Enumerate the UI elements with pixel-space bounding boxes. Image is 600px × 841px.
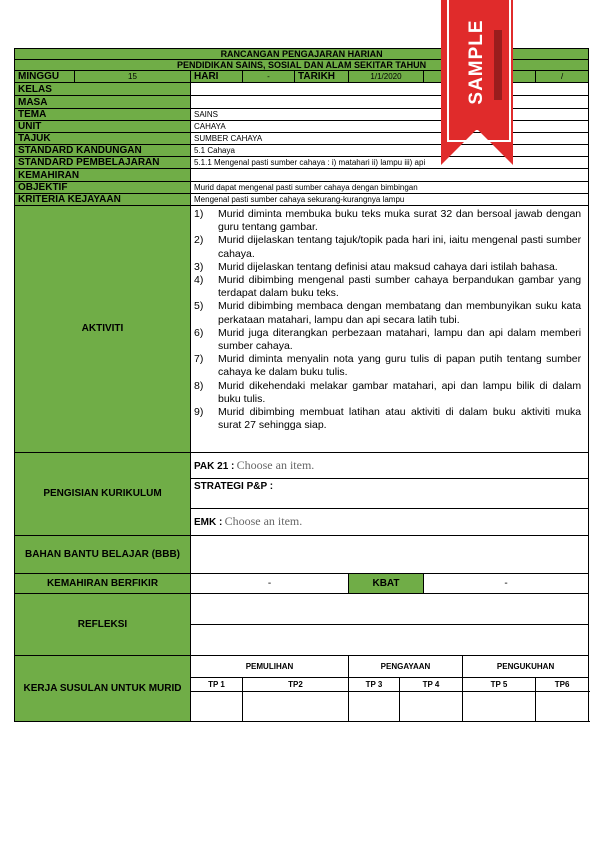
masa-short-value[interactable]: / bbox=[536, 71, 589, 83]
tarikh-label: TARIKH bbox=[295, 71, 349, 83]
refleksi-line2[interactable] bbox=[191, 625, 589, 656]
tp3-header: TP 3 bbox=[349, 678, 400, 692]
strategi-label: STRATEGI P&P : bbox=[194, 481, 274, 492]
aktiviti-item bbox=[194, 353, 581, 379]
emk-label: EMK : bbox=[194, 517, 223, 528]
kriteria-kejayaan-value[interactable]: Mengenal pasti sumber cahaya sekurang-kurangnya lampu bbox=[191, 194, 589, 206]
standard-kandungan-label: STANDARD KANDUNGAN bbox=[15, 145, 191, 157]
kelas-label: KELAS bbox=[15, 83, 191, 96]
refleksi-label: REFLEKSI bbox=[15, 594, 191, 656]
aktiviti-item-text: Murid dijelaskan tentang definisi atau maksud cahaya dari istilah bahasa. bbox=[218, 260, 558, 273]
aktiviti-item-text: Murid dikehendaki melakar gambar matahari, api dan lampu bilik di dalam buku tulis. bbox=[218, 379, 582, 405]
aktiviti-item-text: Murid diminta membuka buku teks muka surat 32 dan bersoal jawab dengan guru tentang gambar. bbox=[218, 208, 582, 234]
aktiviti-list bbox=[194, 206, 585, 434]
pak21-label: PAK 21 : bbox=[194, 460, 235, 472]
aktiviti-item-number: 5) bbox=[194, 300, 204, 313]
aktiviti-item bbox=[194, 406, 581, 432]
aktiviti-item-text: Murid dijelaskan tentang tajuk/topik pada hari ini, iaitu mengenal pasti sumber cahaya. bbox=[218, 234, 582, 260]
kemahiran-berfikir-value[interactable]: - bbox=[191, 574, 349, 594]
hari-value[interactable]: - bbox=[243, 71, 295, 83]
aktiviti-item-text: Murid dibimbing mengenal pasti sumber cahaya berpandukan gambar yang terdapat dalam buku teks. bbox=[218, 274, 582, 300]
objektif-value[interactable]: Murid dapat mengenal pasti sumber cahaya dengan bimbingan bbox=[191, 182, 589, 194]
tp3-cell[interactable] bbox=[349, 692, 400, 722]
tp5-header: TP 5 bbox=[463, 678, 536, 692]
aktiviti-item-text: Murid dibimbing membaca dengan membatang dan membunyikan suku kata perkataan matahari, lampu dan api secara latih tubi. bbox=[218, 300, 582, 326]
aktiviti-item bbox=[194, 380, 581, 406]
kbat-value[interactable]: - bbox=[424, 574, 589, 594]
kemahiran-label: KEMAHIRAN bbox=[15, 169, 191, 182]
aktiviti-item-number: 7) bbox=[194, 353, 204, 366]
refleksi-line1[interactable] bbox=[191, 594, 589, 625]
masa-value[interactable] bbox=[191, 96, 589, 109]
kemahiran-berfikir-label: KEMAHIRAN BERFIKIR bbox=[15, 574, 191, 594]
tarikh-value[interactable]: 1/1/2020 bbox=[349, 71, 424, 83]
kelas-value[interactable] bbox=[191, 83, 589, 96]
tema-value[interactable]: SAINS bbox=[191, 109, 589, 121]
aktiviti-item-number: 9) bbox=[194, 406, 204, 419]
aktiviti-item bbox=[194, 261, 581, 274]
standard-kandungan-value[interactable]: 5.1 Cahaya bbox=[191, 145, 589, 157]
pengayaan-header: PENGAYAAN bbox=[349, 656, 463, 678]
unit-label: UNIT bbox=[15, 121, 191, 133]
sample-ribbon-strip bbox=[494, 30, 502, 100]
tp1-cell[interactable] bbox=[191, 692, 243, 722]
aktiviti-item-text: Murid diminta menyalin nota yang guru tulis di papan putih tentang sumber cahaya ke dalam buku tulis. bbox=[218, 353, 582, 379]
tp6-header: TP6 bbox=[536, 678, 589, 692]
tp6-cell[interactable] bbox=[536, 692, 589, 722]
aktiviti-item-number: 3) bbox=[194, 260, 204, 273]
sample-ribbon-text: SAMPLE bbox=[466, 19, 487, 105]
kemahiran-value[interactable] bbox=[191, 169, 589, 182]
pak21-field[interactable] bbox=[191, 453, 589, 479]
bbb-value[interactable] bbox=[191, 536, 589, 574]
pak21-dropdown[interactable]: Choose an item. bbox=[236, 457, 315, 472]
minggu-value[interactable]: 15 bbox=[75, 71, 191, 83]
aktiviti-item-number: 4) bbox=[194, 274, 204, 287]
tema-label: TEMA bbox=[15, 109, 191, 121]
aktiviti-item bbox=[194, 327, 581, 353]
aktiviti-item-number: 2) bbox=[194, 234, 204, 247]
aktiviti-label: AKTIVITI bbox=[15, 206, 191, 453]
emk-dropdown[interactable]: Choose an item. bbox=[224, 514, 303, 528]
aktiviti-item-number: 8) bbox=[194, 379, 204, 392]
emk-field[interactable] bbox=[191, 509, 589, 536]
unit-value[interactable]: CAHAYA bbox=[191, 121, 589, 133]
aktiviti-item-number: 1) bbox=[194, 208, 204, 220]
pengisian-kurikulum-label: PENGISIAN KURIKULUM bbox=[15, 453, 191, 536]
strategi-field[interactable] bbox=[191, 479, 589, 509]
hari-label: HARI bbox=[191, 71, 243, 83]
aktiviti-content[interactable] bbox=[191, 206, 589, 453]
aktiviti-item bbox=[194, 234, 581, 260]
kerja-susulan-label: KERJA SUSULAN UNTUK MURID bbox=[15, 656, 191, 722]
minggu-label: MINGGU bbox=[15, 71, 75, 83]
bbb-label: BAHAN BANTU BELAJAR (BBB) bbox=[15, 536, 191, 574]
kbat-label: KBAT bbox=[349, 574, 424, 594]
aktiviti-item-text: Murid dibimbing membuat latihan atau aktiviti di dalam buku aktiviti muka surat 27 sehingga siap. bbox=[218, 406, 582, 432]
aktiviti-item-number: 6) bbox=[194, 326, 204, 339]
aktiviti-item bbox=[194, 274, 581, 300]
tp4-cell[interactable] bbox=[400, 692, 463, 722]
tp5-cell[interactable] bbox=[463, 692, 536, 722]
masa-label: MASA bbox=[15, 96, 191, 109]
tajuk-label: TAJUK bbox=[15, 133, 191, 145]
tajuk-value[interactable]: SUMBER CAHAYA bbox=[191, 133, 589, 145]
sample-ribbon bbox=[441, 0, 513, 165]
standard-pembelajaran-label: STANDARD PEMBELAJARAN bbox=[15, 157, 191, 169]
header-title-line1: RANCANGAN PENGAJARAN HARIAN bbox=[15, 49, 589, 60]
pemulihan-header: PEMULIHAN bbox=[191, 656, 349, 678]
objektif-label: OBJEKTIF bbox=[15, 182, 191, 194]
pengukuhan-header: PENGUKUHAN bbox=[463, 656, 589, 678]
aktiviti-item-text: Murid juga diterangkan perbezaan matahari, lampu dan api dalam memberi sumber cahaya. bbox=[218, 326, 582, 353]
tp2-header: TP2 bbox=[243, 678, 349, 692]
kriteria-kejayaan-label: KRITERIA KEJAYAAN bbox=[15, 194, 191, 206]
tp1-header: TP 1 bbox=[191, 678, 243, 692]
aktiviti-item bbox=[194, 300, 581, 326]
tp2-cell[interactable] bbox=[243, 692, 349, 722]
tp4-header: TP 4 bbox=[400, 678, 463, 692]
aktiviti-item bbox=[194, 208, 581, 234]
standard-pembelajaran-value[interactable]: 5.1.1 Mengenal pasti sumber cahaya : i) matahari ii) lampu iii) api bbox=[191, 157, 589, 169]
header-title-line2: PENDIDIKAN SAINS, SOSIAL DAN ALAM SEKITAR TAHUN bbox=[15, 60, 589, 71]
